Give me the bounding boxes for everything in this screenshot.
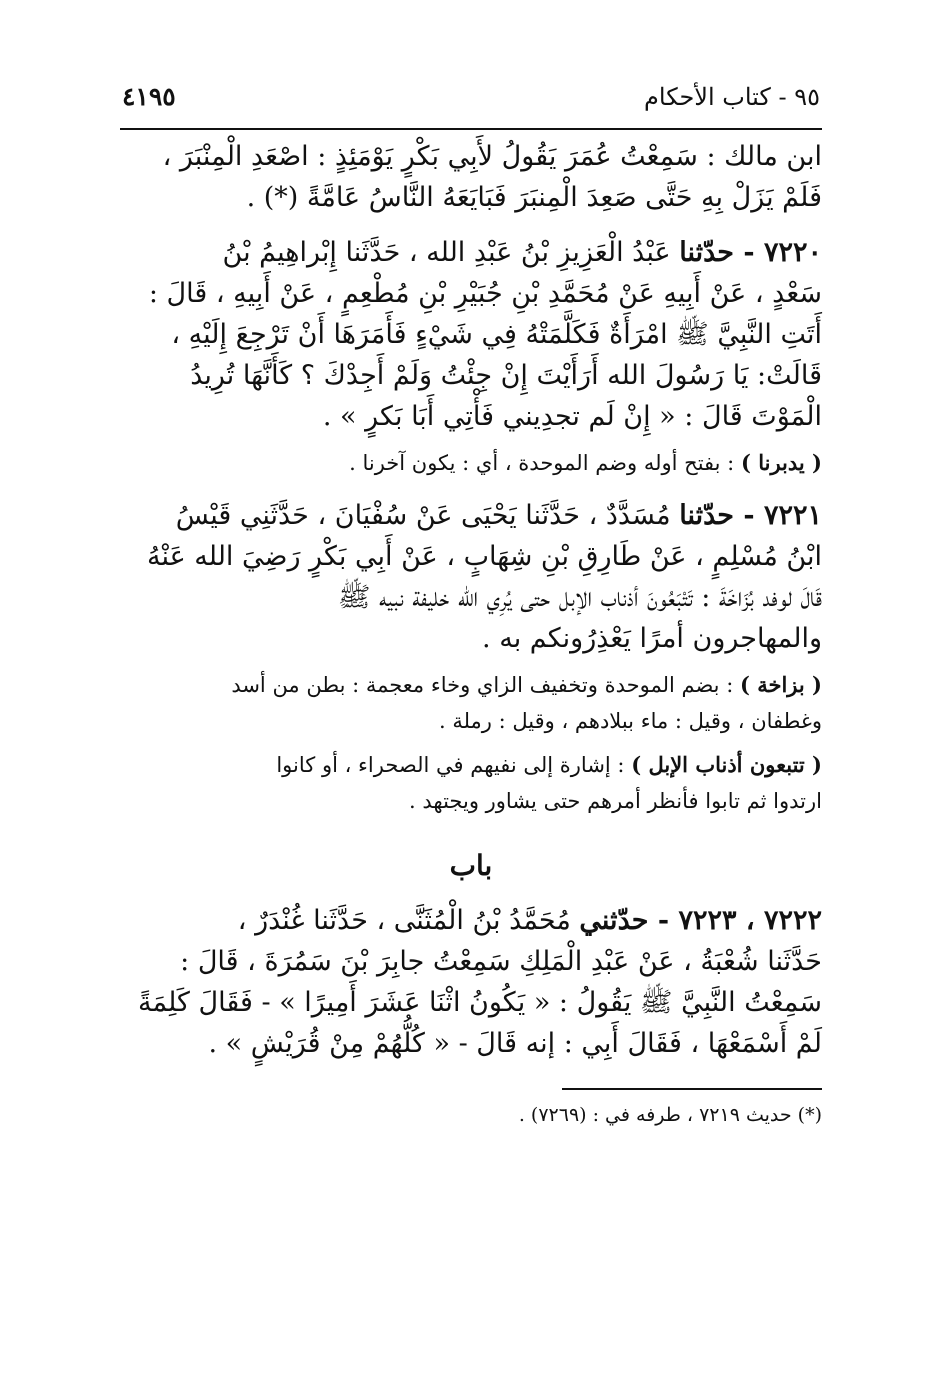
header-rule bbox=[120, 128, 822, 130]
hadith-7221: ٧٢٢١ - حدّثنا مُسَدَّدٌ ، حَدَّثَنا يَحْيَى عَنْ سُفْيَانَ ، حَدَّثَنِي قَيْسُ ابْنُ مُسْلِمٍ ، عَنْ طَارِقِ بْنِ شِهَابٍ ، عَنْ أَبِي بَكْرٍ رَضِيَ الله عَنْهُ قَالَ لوفد بُزَاخَةَ : تَتْبَعُونَ أذناب الإبل حتى يُرِي الله خليفة نبيه ﷺ والمهاجرون أمرًا يَعْذِرُونكم به . bbox=[146, 500, 822, 654]
continuation-text: ابن مالك : سَمِعْتُ عُمَرَ يَقُولُ لأَبِي بَكْرٍ يَوْمَئِذٍ : اصْعَدِ الْمِنْبَرَ ، فَلَمْ يَزَلْ بِهِ حَتَّى صَعِدَ الْمِنبَرَ فَبَايَعَهُ النَّاسُ عَامَّةً (*) . bbox=[162, 141, 822, 213]
hadith-number: ٧٢٢١ - حدّثنا bbox=[679, 500, 822, 531]
commentary-note: ( تتبعون أذناب الإبل ) : إشارة إلى نفيهم في الصحراء ، أو كانوا ارتدوا ثم تابوا فأنظر أمرهم حتى يشاور ويجتهد . bbox=[276, 752, 822, 813]
commentary-note: ( بزاخة ) : بضم الموحدة وتخفيف الزاي وخاء معجمة : بطن من أسد وغطفان ، وقيل : ماء ببلادهم ، وقيل : رملة . bbox=[231, 672, 822, 733]
note-term: ( تتبعون أذناب الإبل ) bbox=[631, 752, 822, 777]
footnote-rule bbox=[562, 1088, 822, 1090]
hadith-number: ٧٢٢٠ - حدّثنا bbox=[679, 237, 822, 268]
chapter-title: ٩٥ - كتاب الأحكام bbox=[644, 83, 820, 111]
note-term: ( يدبرنا ) bbox=[740, 450, 822, 475]
hadith-number: ٧٢٢٢ ، ٧٢٢٣ - حدّثني bbox=[579, 905, 822, 936]
footnote: (*) حديث ٧٢١٩ ، طرفه في : (٧٢٦٩) . bbox=[518, 1104, 822, 1126]
hadith-7222-7223: ٧٢٢٢ ، ٧٢٢٣ - حدّثني مُحَمَّدُ بْنُ الْمُثَنَّى ، حَدَّثَنا غُنْدَرٌ ، حَدَّثَنا شُعْبَةُ ، عَنْ عَبْدِ الْمَلِكِ سَمِعْتُ جابِرَ بْنَ سَمُرَةَ ، قَالَ : سَمِعْتُ النَّبِيَّ ﷺ يَقُولُ : « يَكُونُ اثْنَا عَشَرَ أَمِيرًا » - فَقَالَ كَلِمَةً لَمْ أَسْمَعْهَا ، فَقَالَ أَبِي : إنه قَالَ - « كُلُّهُمْ مِنْ قُرَيْشٍ » . bbox=[138, 905, 822, 1059]
page-header bbox=[120, 82, 822, 122]
hadith-7220: ٧٢٢٠ - حدّثنا عَبْدُ الْعَزِيزِ بْنُ عَبْدِ الله ، حَدَّثَنا إِبْراهِيمُ بْنُ سَعْدٍ ، عَنْ أَبِيهِ عَنْ مُحَمَّدِ بْنِ جُبَيْرِ بْنِ مُطْعِمٍ ، عَنْ أَبِيهِ ، قَالَ : أَتَتِ النَّبِيَّ ﷺ امْرَأَةٌ فَكَلَّمَتْهُ فِي شَيْءٍ فَأَمَرَهَا أَنْ تَرْجِعَ إِلَيْهِ ، قَالَتْ: يَا رَسُولَ الله أَرَأَيْتَ إِنْ جِئْتُ وَلَمْ أَجِدْكَ ؟ كَأَنَّهَا تُرِيدُ الْمَوْتَ قَالَ : « إِنْ لَم تجدِيني فَأْتِي أَبَا بَكرٍ » . bbox=[148, 237, 822, 432]
book-page bbox=[120, 82, 822, 1130]
commentary-note: ( يدبرنا ) : بفتح أوله وضم الموحدة ، أي : يكون آخرنا . bbox=[349, 450, 822, 475]
section-title: باب bbox=[449, 849, 493, 882]
page-number: ٤١٩٥ bbox=[122, 82, 176, 111]
note-term: ( بزاخة ) bbox=[739, 672, 822, 697]
